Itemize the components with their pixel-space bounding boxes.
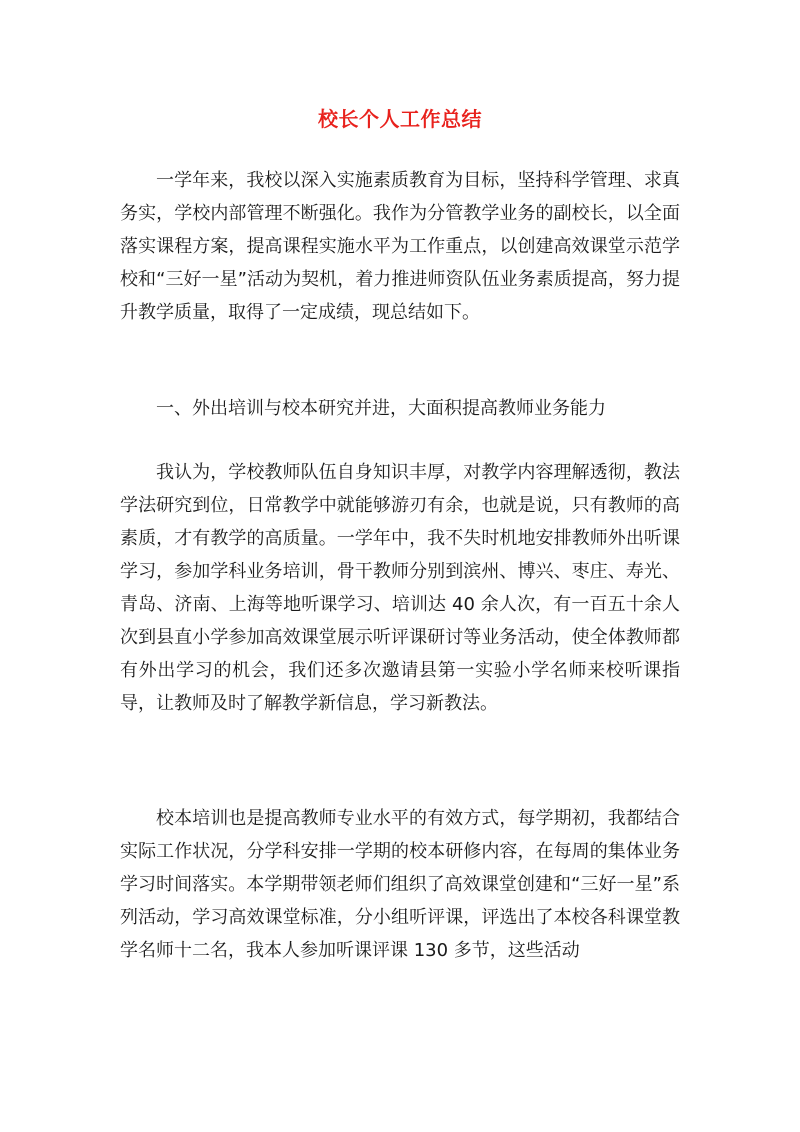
section-heading-1: 一、外出培训与校本研究并进，大面积提高教师业务能力	[156, 398, 606, 419]
paragraph-training: 我认为，学校教师队伍自身知识丰厚，对教学内容理解透彻，教法学法研究到位，日常教学中就能够游刃有余，也就是说，只有教师的高素质，才有教学的高质量。一学年中，我不失时机地安排教师外出听课学习，参加学科业务培训，骨干教师分别到滨州、博兴、枣庄、寿光、青岛、济南、上海等地听课学习、培训达 40 余人次，有一百五十余人次到县直小学参加高效课堂展示听评课研讨等业务活动，使全体教师都有外出学习的机会，我们还多次邀请县第一实验小学名师来校听课指导，让教师及时了解教学新信息，学习新教法。	[120, 462, 680, 714]
document-title: 校长个人工作总结	[318, 107, 482, 131]
paragraph-intro: 一学年来，我校以深入实施素质教育为目标，坚持科学管理、求真务实，学校内部管理不断强化。我作为分管教学业务的副校长，以全面落实课程方案，提高课程实施水平为工作重点，以创建高效课堂示范学校和“三好一星”活动为契机，着力推进师资队伍业务素质提高，努力提升教学质量，取得了一定成绩，现总结如下。	[120, 170, 680, 323]
paragraph-school-training: 校本培训也是提高教师专业水平的有效方式，每学期初，我都结合实际工作状况，分学科安排一学期的校本研修内容，在每周的集体业务学习时间落实。本学期带领老师们组织了高效课堂创建和“三好一星”系列活动，学习高效课堂标准，分小组听评课，评选出了本校各科课堂教学名师十二名，我本人参加听课评课 130 多节，这些活动	[120, 808, 680, 961]
